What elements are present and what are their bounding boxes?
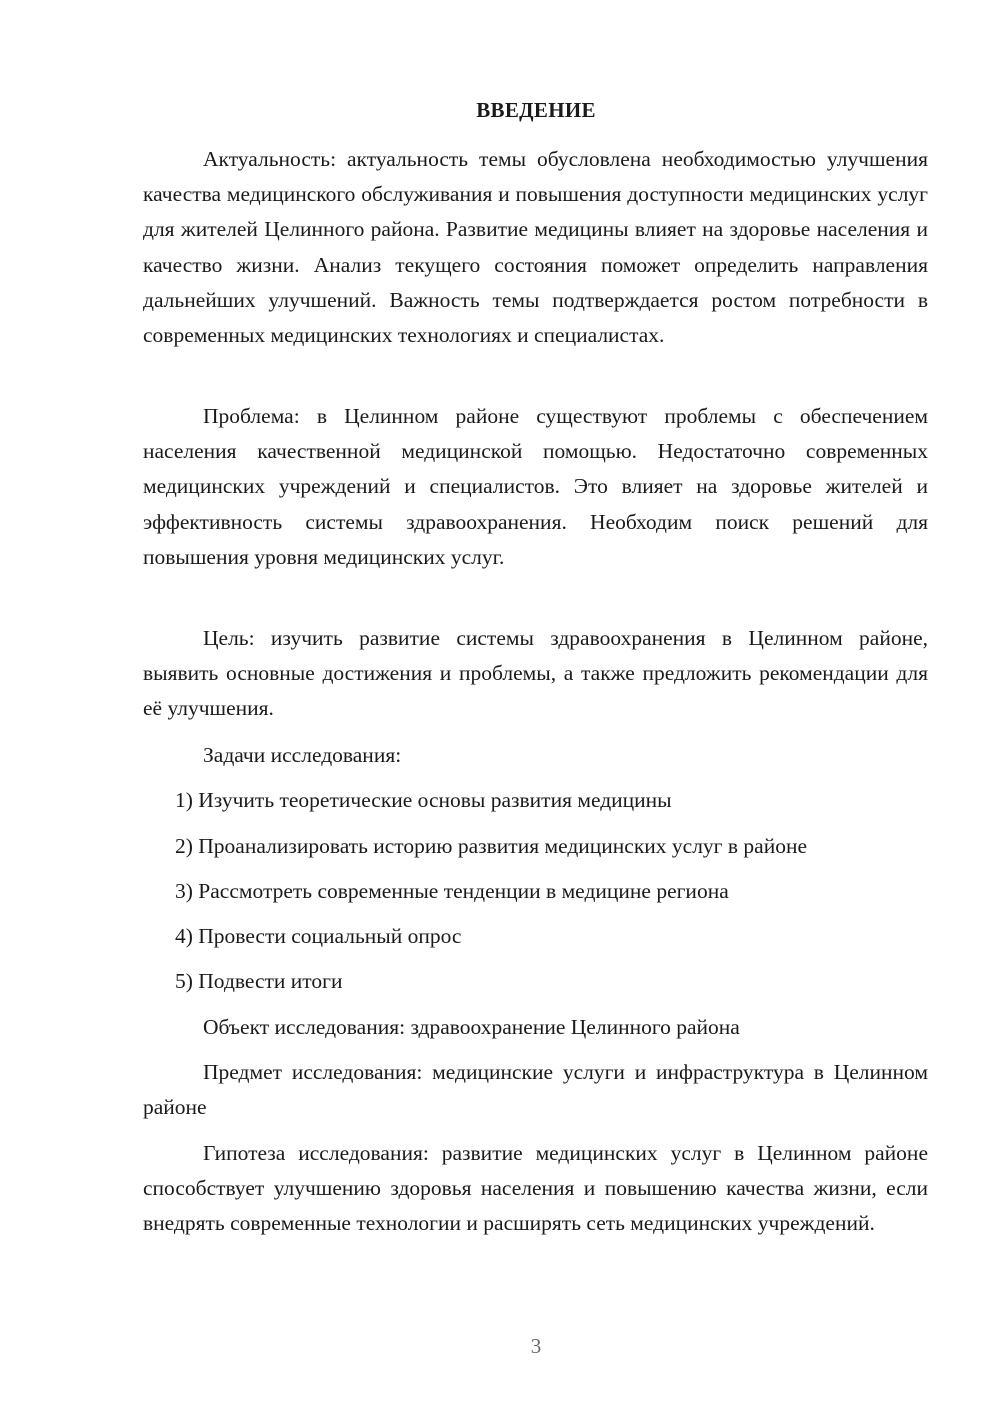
paragraph-problem: Проблема: в Целинном районе существуют проблемы с обеспечением населения качественной медицинской помощью. Недостаточно современных медицинских учреждений и специалистов. Это влияет на здоровье жителей и эффективность системы здравоохранения. Необходим поиск решений для повышения уровня медицинских услуг. — [143, 404, 928, 569]
tasks-heading: Задачи исследования: — [203, 743, 402, 767]
paragraph-subject: Предмет исследования: медицинские услуги и инфраструктура в Целинном районе — [143, 1060, 928, 1120]
page-title: ВВЕДЕНИЕ — [476, 98, 596, 122]
paragraph-object: Объект исследования: здравоохранение Целинного района — [203, 1015, 740, 1039]
page-number: 3 — [530, 1334, 542, 1358]
list-item: 2) Проанализировать историю развития медицинских услуг в районе — [175, 834, 808, 858]
list-item: 1) Изучить теоретические основы развития медицины — [175, 788, 672, 812]
list-item: 5) Подвести итоги — [175, 969, 343, 993]
list-item: 3) Рассмотреть современные тенденции в медицине региона — [175, 879, 729, 903]
paragraph-goal: Цель: изучить развитие системы здравоохранения в Целинном районе, выявить основные достижения и проблемы, а также предложить рекомендации для её улучшения. — [143, 626, 928, 721]
list-item: 4) Провести социальный опрос — [175, 924, 462, 948]
paragraph-hypothesis: Гипотеза исследования: развитие медицинских услуг в Целинном районе способствует улучшению здоровья населения и повышению качества жизни, если внедрять современные технологии и расширять сеть медицинских учреждений. — [143, 1141, 928, 1236]
paragraph-relevance: Актуальность: актуальность темы обусловлена необходимостью улучшения качества медицинского обслуживания и повышения доступности медицинских услуг для жителей Целинного района. Развитие медицины влияет на здоровье населения и качество жизни. Анализ текущего состояния поможет определить направления дальнейших улучшений. Важность темы подтверждается ростом потребности в современных медицинских технологиях и специалистах. — [143, 147, 928, 348]
